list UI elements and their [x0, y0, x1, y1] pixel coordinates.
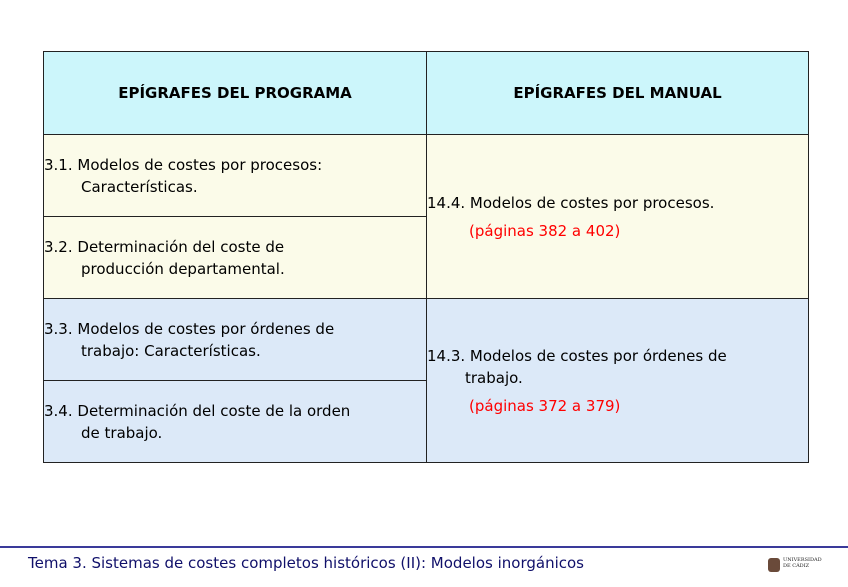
program-item-line2: de trabajo.: [81, 423, 163, 442]
seal-icon: [768, 558, 780, 572]
header-program: EPÍGRAFES DEL PROGRAMA: [44, 52, 427, 135]
epigraphs-table: [43, 51, 809, 463]
manual-item-pages: (páginas 382 a 402): [469, 221, 621, 240]
header-manual: EPÍGRAFES DEL MANUAL: [427, 52, 809, 135]
program-item-line1: 3.2. Determinación del coste de: [44, 237, 285, 256]
program-item-line1: 3.4. Determinación del coste de la orden: [44, 401, 351, 420]
program-item-line1: 3.3. Modelos de costes por órdenes de: [44, 319, 335, 338]
program-item-line2: trabajo: Características.: [81, 341, 261, 360]
manual-item-pages: (páginas 372 a 379): [469, 396, 621, 415]
footer-title: Tema 3. Sistemas de costes completos históricos (II): Modelos inorgánicos: [28, 554, 584, 572]
program-item-3-4: [44, 381, 427, 463]
manual-item-14-3: [427, 299, 809, 463]
program-item-line2: Características.: [81, 177, 198, 196]
program-item-3-2: [44, 217, 427, 299]
footer-divider: [0, 546, 848, 548]
program-item-3-1: [44, 135, 427, 217]
logo-text: UNIVERSIDAD DE CÁDIZ: [783, 557, 822, 569]
program-item-line2: producción departamental.: [81, 259, 285, 278]
university-logo: [768, 556, 828, 578]
program-item-line1: 3.1. Modelos de costes por procesos:: [44, 155, 323, 174]
manual-item-14-4: [427, 135, 809, 299]
manual-item-line2: trabajo.: [465, 368, 523, 387]
manual-item-line1: 14.3. Modelos de costes por órdenes de: [427, 346, 727, 365]
program-item-3-3: [44, 299, 427, 381]
manual-item-line1: 14.4. Modelos de costes por procesos.: [427, 193, 715, 212]
